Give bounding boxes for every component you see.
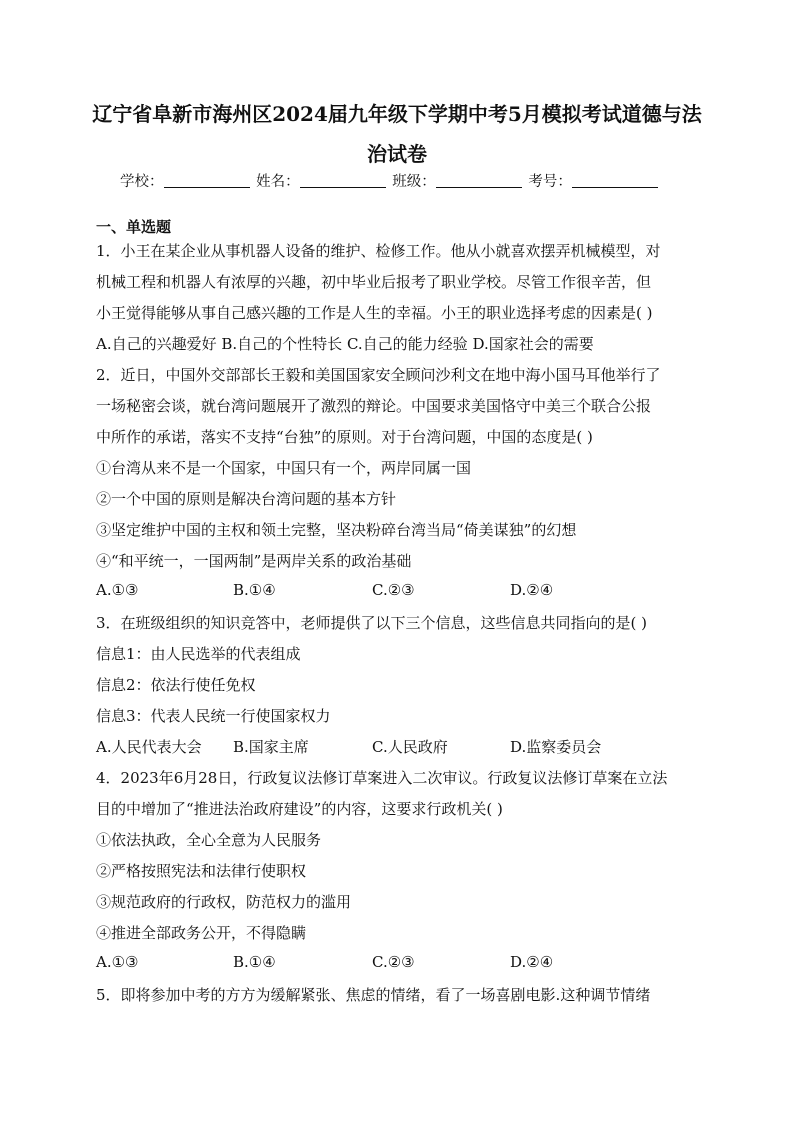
- number-label: 考号：: [528, 174, 572, 190]
- school-label: 学校：: [120, 174, 164, 190]
- name-label: 姓名：: [256, 174, 300, 190]
- class-label: 班级：: [392, 174, 436, 190]
- q3-option-d[interactable]: D.监察委员会: [510, 738, 602, 756]
- q2-line: 一场秘密会谈，就台湾问题展开了激烈的辩论。中国要求美国恪守中美三个联合公报: [96, 397, 652, 415]
- q2-item: ④“和平统一，一国两制”是两岸关系的政治基础: [96, 552, 412, 570]
- q3-item: 信息1：由人民选举的代表组成: [96, 645, 301, 663]
- q2-item: ③坚定维护中国的主权和领土完整，坚决粉碎台湾当局“倚美谋独”的幻想: [96, 521, 577, 539]
- q1-line: 1．小王在某企业从事机器人设备的维护、检修工作。他从小就喜欢摆弄机械模型，对: [96, 242, 661, 260]
- school-blank[interactable]: [164, 173, 250, 188]
- q3-option-a[interactable]: A.人民代表大会: [96, 738, 202, 756]
- class-blank[interactable]: [436, 173, 522, 188]
- q3-item: 信息3：代表人民统一行使国家权力: [96, 707, 331, 725]
- q4-option-d[interactable]: D.②④: [510, 953, 554, 971]
- q3-item: 信息2：依法行使任免权: [96, 676, 256, 694]
- q3-line: 3．在班级组织的知识竞答中，老师提供了以下三个信息，这些信息共同指向的是( ): [96, 614, 648, 632]
- student-info-row: [120, 170, 680, 191]
- q1-option-c[interactable]: C.自己的能力经验: [346, 335, 468, 353]
- q4-option-a[interactable]: A.①③: [96, 953, 139, 971]
- q4-item: ②严格按照宪法和法律行使职权: [96, 862, 307, 880]
- q5-line: 5．即将参加中考的方方为缓解紧张、焦虑的情绪，看了一场喜剧电影.这种调节情绪: [96, 986, 651, 1004]
- number-blank[interactable]: [572, 173, 658, 188]
- q1-option-a[interactable]: A.自己的兴趣爱好: [96, 335, 217, 353]
- q4-line: 4．2023年6月28日，行政复议法修订草案进入二次审议。行政复议法修订草案在立法: [96, 769, 668, 787]
- exam-title-line-2: 治试卷: [367, 142, 427, 166]
- q1-line: 小王觉得能够从事自己感兴趣的工作是人生的幸福。小王的职业选择考虑的因素是( ): [96, 304, 653, 322]
- exam-title-line-1: 辽宁省阜新市海州区2024届九年级下学期中考5月模拟考试道德与法: [92, 102, 702, 126]
- q1-options: [96, 333, 594, 354]
- q2-item: ①台湾从来不是一个国家，中国只有一个，两岸同属一国: [96, 459, 472, 477]
- q2-option-c[interactable]: C.②③: [372, 581, 415, 599]
- q2-item: ②一个中国的原则是解决台湾问题的基本方针: [96, 490, 397, 508]
- q4-item: ①依法执政，全心全意为人民服务: [96, 831, 322, 849]
- q3-option-b[interactable]: B.国家主席: [233, 738, 309, 756]
- q1-option-d[interactable]: D.国家社会的需要: [472, 335, 594, 353]
- name-blank[interactable]: [300, 173, 386, 188]
- section-heading: 一、单选题: [96, 218, 172, 236]
- q2-option-b[interactable]: B.①④: [233, 581, 276, 599]
- q2-option-d[interactable]: D.②④: [510, 581, 554, 599]
- q1-option-b[interactable]: B.自己的个性特长: [221, 335, 343, 353]
- q2-line: 中所作的承诺，落实不支持“台独”的原则。对于台湾问题，中国的态度是( ): [96, 428, 593, 446]
- q2-line: 2．近日，中国外交部部长王毅和美国国家安全顾问沙利文在地中海小国马耳他举行了: [96, 366, 661, 384]
- q1-line: 机械工程和机器人有浓厚的兴趣，初中毕业后报考了职业学校。尽管工作很辛苦，但: [96, 273, 652, 291]
- q4-option-b[interactable]: B.①④: [233, 953, 276, 971]
- q3-option-c[interactable]: C.人民政府: [372, 738, 448, 756]
- q2-option-a[interactable]: A.①③: [96, 581, 139, 599]
- q4-option-c[interactable]: C.②③: [372, 953, 415, 971]
- q4-line: 目的中增加了“推进法治政府建设”的内容，这要求行政机关( ): [96, 800, 503, 818]
- q4-item: ③规范政府的行政权，防范权力的滥用: [96, 893, 352, 911]
- q4-item: ④推进全部政务公开，不得隐瞒: [96, 924, 307, 942]
